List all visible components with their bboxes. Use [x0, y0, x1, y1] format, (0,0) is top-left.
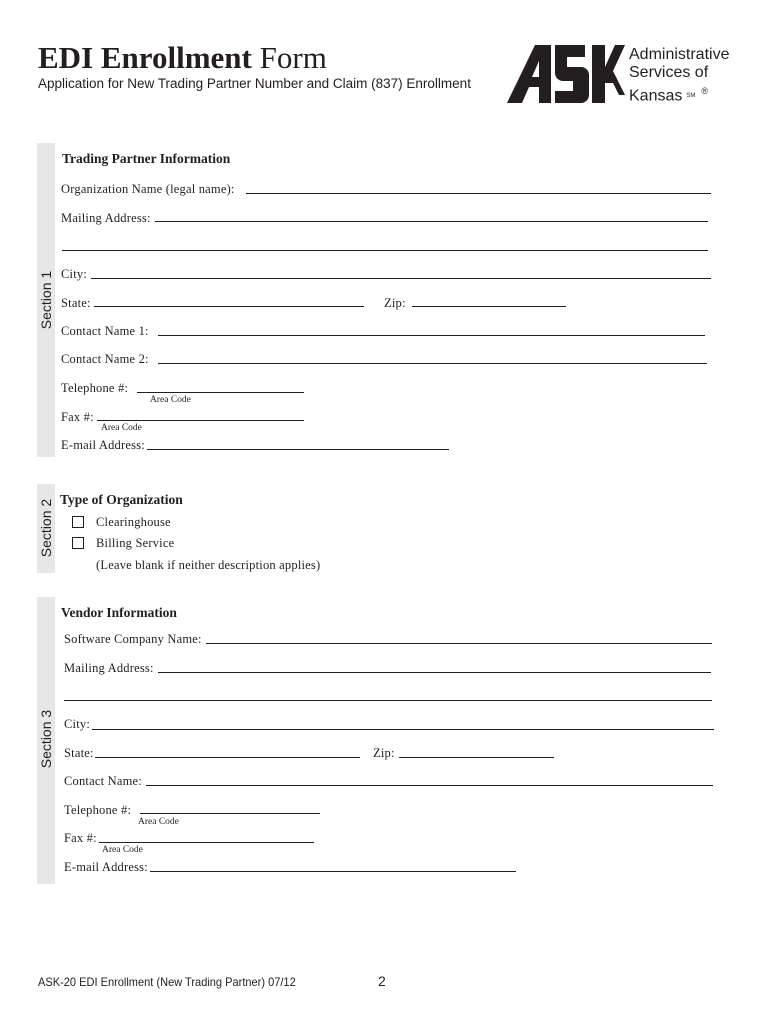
- billing-service-checkbox[interactable]: [72, 537, 84, 549]
- org-type-note: (Leave blank if neither description applies): [96, 558, 321, 572]
- brand-sm: SM: [686, 93, 696, 100]
- vendor-contact-label: Contact Name:: [64, 774, 142, 788]
- contact2-field[interactable]: [158, 363, 707, 364]
- mailing-address-field-2[interactable]: [62, 250, 708, 251]
- telephone-label: Telephone #:: [61, 381, 129, 395]
- section1-label: Section 1: [38, 270, 54, 330]
- billing-service-label: Billing Service: [96, 536, 175, 550]
- brand-line-3: [629, 82, 729, 105]
- org-name-field[interactable]: [246, 193, 711, 194]
- vendor-email-field[interactable]: [150, 871, 516, 872]
- brand-reg: ®: [701, 86, 709, 96]
- vendor-zip-label: Zip:: [373, 746, 395, 760]
- page-subtitle: Application for New Trading Partner Number and Claim (837) Enrollment: [38, 76, 471, 91]
- vendor-mailing-address-field-2[interactable]: [64, 700, 712, 701]
- vendor-fax-area-code: Area Code: [102, 845, 143, 855]
- vendor-contact-field[interactable]: [146, 785, 713, 786]
- email-field[interactable]: [147, 449, 449, 450]
- fax-label: Fax #:: [61, 410, 94, 424]
- contact1-field[interactable]: [158, 335, 705, 336]
- footer-form-id: ASK-20 EDI Enrollment (New Trading Partner) 07/12: [38, 975, 296, 989]
- city-label: City:: [61, 267, 88, 281]
- vendor-email-label: E-mail Address:: [64, 860, 148, 874]
- city-field[interactable]: [91, 278, 711, 279]
- title-light: Form: [259, 40, 327, 75]
- vendor-telephone-area-code: Area Code: [138, 817, 179, 827]
- zip-field[interactable]: [412, 306, 566, 307]
- logo-text: ASK: [507, 43, 510, 44]
- section3-label: Section 3: [38, 709, 54, 769]
- org-name-label: Organization Name (legal name):: [61, 182, 235, 196]
- fax-field[interactable]: [97, 420, 304, 421]
- section2-label: Section 2: [38, 498, 54, 558]
- software-company-field[interactable]: [206, 643, 712, 644]
- brand-line-1: Administrative: [629, 46, 730, 63]
- vendor-telephone-field[interactable]: [140, 813, 320, 814]
- state-label: State:: [61, 296, 91, 310]
- vendor-telephone-label: Telephone #:: [64, 803, 132, 817]
- ask-logo: [507, 43, 625, 103]
- clearinghouse-label: Clearinghouse: [96, 515, 171, 529]
- vendor-zip-field[interactable]: [399, 757, 554, 758]
- brand-name: [629, 46, 729, 105]
- vendor-fax-field[interactable]: [99, 842, 314, 843]
- brand-line-3-text: Kansas: [629, 87, 683, 105]
- contact1-label: Contact Name 1:: [61, 324, 149, 338]
- page-number: 2: [378, 973, 386, 989]
- vendor-state-field[interactable]: [95, 757, 360, 758]
- fax-area-code: Area Code: [101, 423, 142, 433]
- telephone-area-code: Area Code: [150, 395, 191, 405]
- contact2-label: Contact Name 2:: [61, 352, 149, 366]
- page-title: [38, 40, 327, 76]
- vendor-mailing-address-field[interactable]: [158, 672, 711, 673]
- telephone-field[interactable]: [137, 392, 304, 393]
- section1-heading: Trading Partner Information: [62, 151, 231, 166]
- state-field[interactable]: [94, 306, 364, 307]
- vendor-city-field[interactable]: [92, 729, 714, 730]
- title-bold: EDI Enrollment: [38, 40, 252, 75]
- clearinghouse-checkbox[interactable]: [72, 516, 84, 528]
- section3-heading: Vendor Information: [61, 605, 177, 620]
- mailing-address-label: Mailing Address:: [61, 211, 151, 225]
- email-label: E-mail Address:: [61, 438, 145, 452]
- vendor-state-label: State:: [64, 746, 94, 760]
- zip-label: Zip:: [384, 296, 406, 310]
- brand-line-2: Services of: [629, 64, 709, 81]
- vendor-city-label: City:: [64, 717, 91, 731]
- software-company-label: Software Company Name:: [64, 632, 202, 646]
- vendor-fax-label: Fax #:: [64, 831, 97, 845]
- vendor-mailing-address-label: Mailing Address:: [64, 661, 154, 675]
- mailing-address-field[interactable]: [155, 221, 708, 222]
- section2-heading: Type of Organization: [60, 492, 183, 507]
